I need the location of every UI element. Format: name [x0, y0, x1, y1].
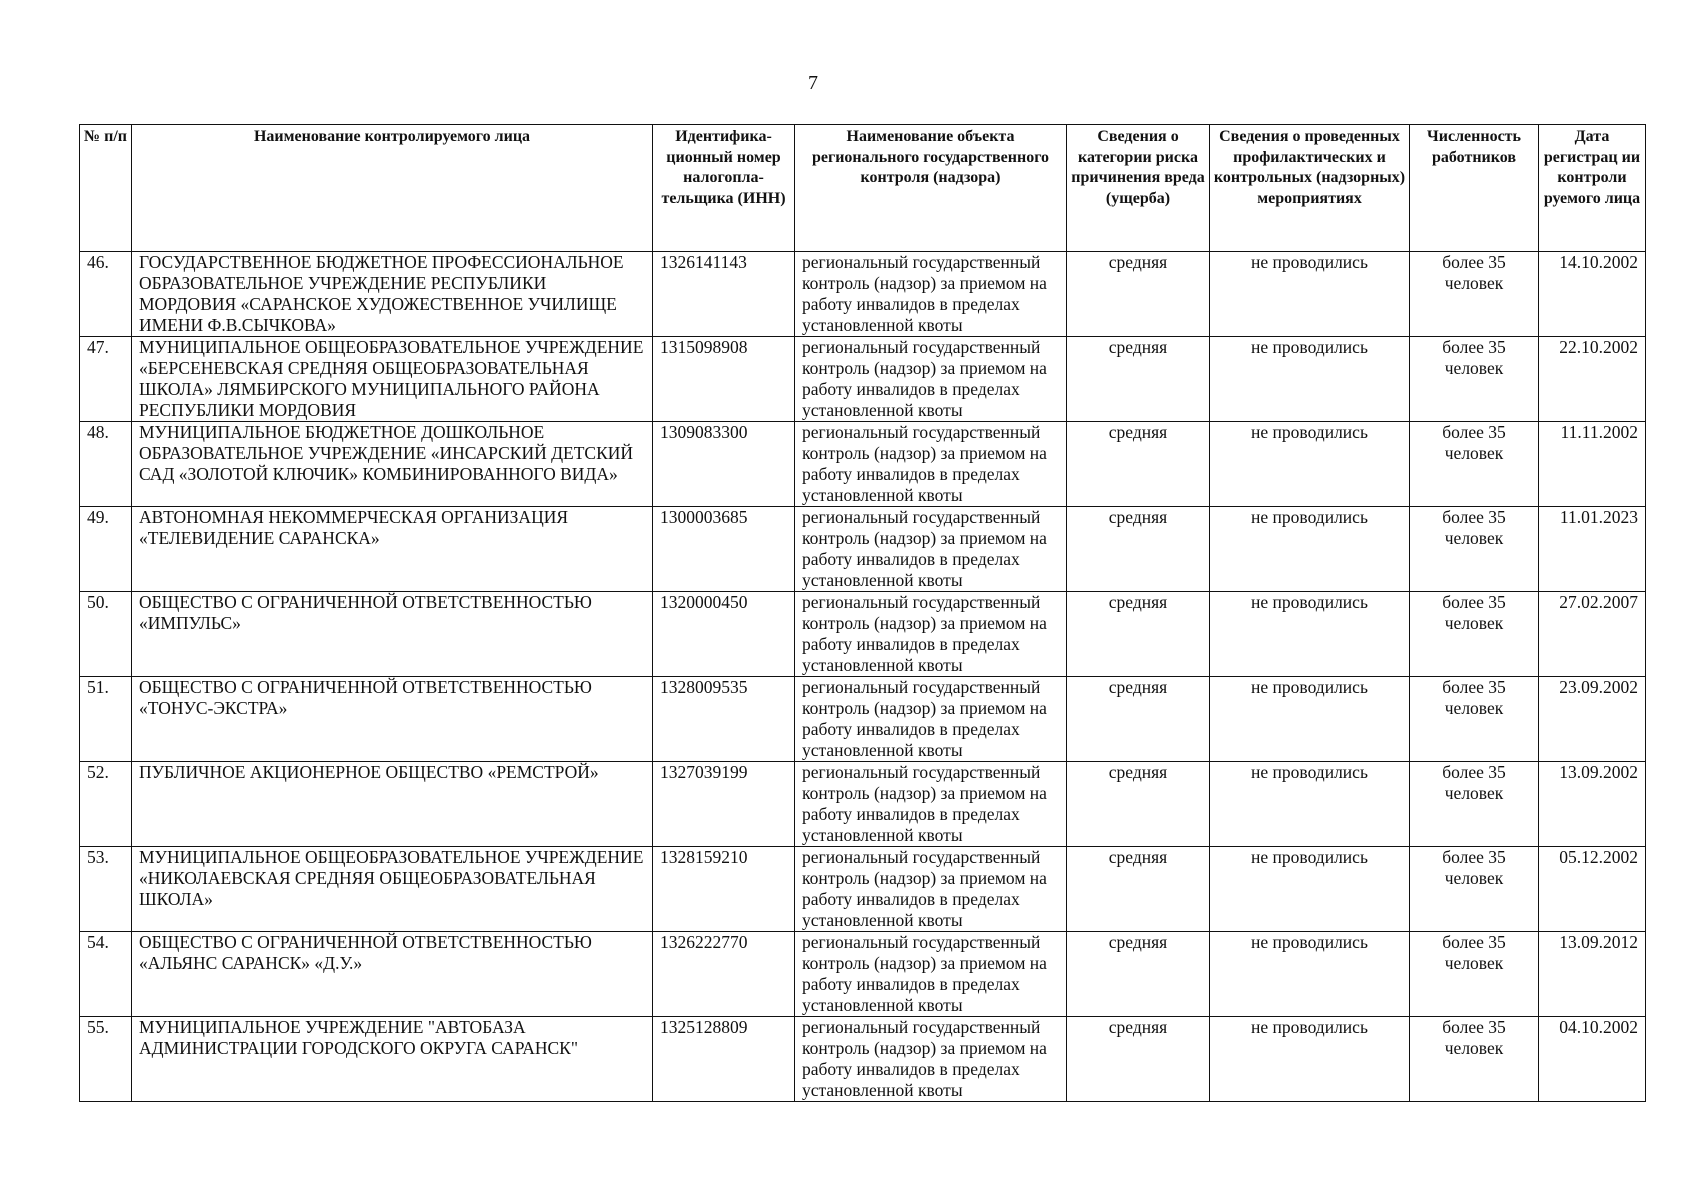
cell-num: 47. [80, 337, 132, 422]
cell-staff: более 35 человек [1410, 762, 1539, 847]
cell-inn: 1300003685 [653, 507, 795, 592]
cell-object: региональный государственный контроль (надзор) за приемом на работу инвалидов в пределах установленной квоты [795, 252, 1067, 337]
cell-num: 46. [80, 252, 132, 337]
page-number: 7 [808, 72, 818, 94]
cell-num: 52. [80, 762, 132, 847]
table-row [80, 1017, 1646, 1102]
cell-staff: более 35 человек [1410, 677, 1539, 762]
cell-inn: 1315098908 [653, 337, 795, 422]
registry-table [79, 124, 1646, 1102]
cell-name: ГОСУДАРСТВЕННОЕ БЮДЖЕТНОЕ ПРОФЕССИОНАЛЬНОЕ ОБРАЗОВАТЕЛЬНОЕ УЧРЕЖДЕНИЕ РЕСПУБЛИКИ МОРДОВИЯ «САРАНСКОЕ ХУДОЖЕСТВЕННОЕ УЧИЛИЩЕ ИМЕНИ Ф.В.СЫЧКОВА» [132, 252, 653, 337]
cell-object: региональный государственный контроль (надзор) за приемом на работу инвалидов в пределах установленной квоты [795, 1017, 1067, 1102]
cell-object: региональный государственный контроль (надзор) за приемом на работу инвалидов в пределах установленной квоты [795, 762, 1067, 847]
table-row [80, 932, 1646, 1017]
table-row [80, 507, 1646, 592]
cell-date: 13.09.2002 [1539, 762, 1646, 847]
header-events: Сведения о проведенных профилактических и контрольных (надзорных) мероприятиях [1210, 125, 1410, 252]
cell-events: не проводились [1210, 507, 1410, 592]
cell-inn: 1326222770 [653, 932, 795, 1017]
cell-risk: средняя [1067, 337, 1210, 422]
header-object: Наименование объекта регионального государственного контроля (надзора) [795, 125, 1067, 252]
cell-date: 14.10.2002 [1539, 252, 1646, 337]
cell-staff: более 35 человек [1410, 847, 1539, 932]
header-name: Наименование контролируемого лица [132, 125, 653, 252]
cell-name: ПУБЛИЧНОЕ АКЦИОНЕРНОЕ ОБЩЕСТВО «РЕМСТРОЙ» [132, 762, 653, 847]
cell-risk: средняя [1067, 592, 1210, 677]
table-row [80, 337, 1646, 422]
cell-risk: средняя [1067, 932, 1210, 1017]
cell-date: 05.12.2002 [1539, 847, 1646, 932]
cell-num: 48. [80, 422, 132, 507]
cell-inn: 1327039199 [653, 762, 795, 847]
cell-events: не проводились [1210, 847, 1410, 932]
cell-name: ОБЩЕСТВО С ОГРАНИЧЕННОЙ ОТВЕТСТВЕННОСТЬЮ «ТОНУС-ЭКСТРА» [132, 677, 653, 762]
cell-date: 13.09.2012 [1539, 932, 1646, 1017]
cell-inn: 1309083300 [653, 422, 795, 507]
cell-num: 55. [80, 1017, 132, 1102]
cell-num: 51. [80, 677, 132, 762]
cell-name: МУНИЦИПАЛЬНОЕ ОБЩЕОБРАЗОВАТЕЛЬНОЕ УЧРЕЖДЕНИЕ «БЕРСЕНЕВСКАЯ СРЕДНЯЯ ОБЩЕОБРАЗОВАТЕЛЬНАЯ ШКОЛА» ЛЯМБИРСКОГО МУНИЦИПАЛЬНОГО РАЙОНА РЕСПУБЛИКИ МОРДОВИЯ [132, 337, 653, 422]
cell-object: региональный государственный контроль (надзор) за приемом на работу инвалидов в пределах установленной квоты [795, 337, 1067, 422]
cell-risk: средняя [1067, 507, 1210, 592]
cell-risk: средняя [1067, 762, 1210, 847]
cell-inn: 1320000450 [653, 592, 795, 677]
cell-staff: более 35 человек [1410, 507, 1539, 592]
cell-name: МУНИЦИПАЛЬНОЕ ОБЩЕОБРАЗОВАТЕЛЬНОЕ УЧРЕЖДЕНИЕ «НИКОЛАЕВСКАЯ СРЕДНЯЯ ОБЩЕОБРАЗОВАТЕЛЬНАЯ ШКОЛА» [132, 847, 653, 932]
cell-events: не проводились [1210, 932, 1410, 1017]
cell-num: 53. [80, 847, 132, 932]
header-staff: Численность работников [1410, 125, 1539, 252]
header-risk: Сведения о категории риска причинения вреда (ущерба) [1067, 125, 1210, 252]
header-date: Дата регистрац ии контроли руемого лица [1539, 125, 1646, 252]
cell-risk: средняя [1067, 252, 1210, 337]
cell-name: МУНИЦИПАЛЬНОЕ БЮДЖЕТНОЕ ДОШКОЛЬНОЕ ОБРАЗОВАТЕЛЬНОЕ УЧРЕЖДЕНИЕ «ИНСАРСКИЙ ДЕТСКИЙ САД «ЗОЛОТОЙ КЛЮЧИК» КОМБИНИРОВАННОГО ВИДА» [132, 422, 653, 507]
cell-date: 11.01.2023 [1539, 507, 1646, 592]
table-row [80, 422, 1646, 507]
cell-name: ОБЩЕСТВО С ОГРАНИЧЕННОЙ ОТВЕТСТВЕННОСТЬЮ «АЛЬЯНС САРАНСК» «Д.У.» [132, 932, 653, 1017]
cell-staff: более 35 человек [1410, 337, 1539, 422]
table-row [80, 762, 1646, 847]
cell-object: региональный государственный контроль (надзор) за приемом на работу инвалидов в пределах установленной квоты [795, 847, 1067, 932]
cell-inn: 1326141143 [653, 252, 795, 337]
cell-object: региональный государственный контроль (надзор) за приемом на работу инвалидов в пределах установленной квоты [795, 422, 1067, 507]
table-row [80, 592, 1646, 677]
cell-staff: более 35 человек [1410, 422, 1539, 507]
cell-events: не проводились [1210, 422, 1410, 507]
cell-inn: 1328009535 [653, 677, 795, 762]
cell-object: региональный государственный контроль (надзор) за приемом на работу инвалидов в пределах установленной квоты [795, 507, 1067, 592]
cell-date: 11.11.2002 [1539, 422, 1646, 507]
cell-name: МУНИЦИПАЛЬНОЕ УЧРЕЖДЕНИЕ "АВТОБАЗА АДМИНИСТРАЦИИ ГОРОДСКОГО ОКРУГА САРАНСК" [132, 1017, 653, 1102]
header-num: № п/п [80, 125, 132, 252]
table-row [80, 847, 1646, 932]
cell-num: 54. [80, 932, 132, 1017]
cell-inn: 1325128809 [653, 1017, 795, 1102]
cell-name: АВТОНОМНАЯ НЕКОММЕРЧЕСКАЯ ОРГАНИЗАЦИЯ «ТЕЛЕВИДЕНИЕ САРАНСКА» [132, 507, 653, 592]
cell-inn: 1328159210 [653, 847, 795, 932]
cell-events: не проводились [1210, 252, 1410, 337]
cell-num: 49. [80, 507, 132, 592]
header-inn: Идентифика-ционный номер налогопла-тельщика (ИНН) [653, 125, 795, 252]
cell-num: 50. [80, 592, 132, 677]
cell-date: 23.09.2002 [1539, 677, 1646, 762]
cell-date: 27.02.2007 [1539, 592, 1646, 677]
table-header [80, 125, 1646, 252]
cell-name: ОБЩЕСТВО С ОГРАНИЧЕННОЙ ОТВЕТСТВЕННОСТЬЮ «ИМПУЛЬС» [132, 592, 653, 677]
cell-risk: средняя [1067, 847, 1210, 932]
cell-staff: более 35 человек [1410, 932, 1539, 1017]
cell-risk: средняя [1067, 677, 1210, 762]
cell-events: не проводились [1210, 762, 1410, 847]
table-body [80, 252, 1646, 1102]
cell-events: не проводились [1210, 677, 1410, 762]
cell-events: не проводились [1210, 592, 1410, 677]
table-row [80, 252, 1646, 337]
cell-date: 22.10.2002 [1539, 337, 1646, 422]
header-row [80, 125, 1646, 252]
cell-staff: более 35 человек [1410, 1017, 1539, 1102]
cell-staff: более 35 человек [1410, 592, 1539, 677]
cell-object: региональный государственный контроль (надзор) за приемом на работу инвалидов в пределах установленной квоты [795, 592, 1067, 677]
table-row [80, 677, 1646, 762]
cell-staff: более 35 человек [1410, 252, 1539, 337]
cell-events: не проводились [1210, 337, 1410, 422]
cell-date: 04.10.2002 [1539, 1017, 1646, 1102]
cell-events: не проводились [1210, 1017, 1410, 1102]
cell-risk: средняя [1067, 1017, 1210, 1102]
cell-risk: средняя [1067, 422, 1210, 507]
cell-object: региональный государственный контроль (надзор) за приемом на работу инвалидов в пределах установленной квоты [795, 932, 1067, 1017]
cell-object: региональный государственный контроль (надзор) за приемом на работу инвалидов в пределах установленной квоты [795, 677, 1067, 762]
